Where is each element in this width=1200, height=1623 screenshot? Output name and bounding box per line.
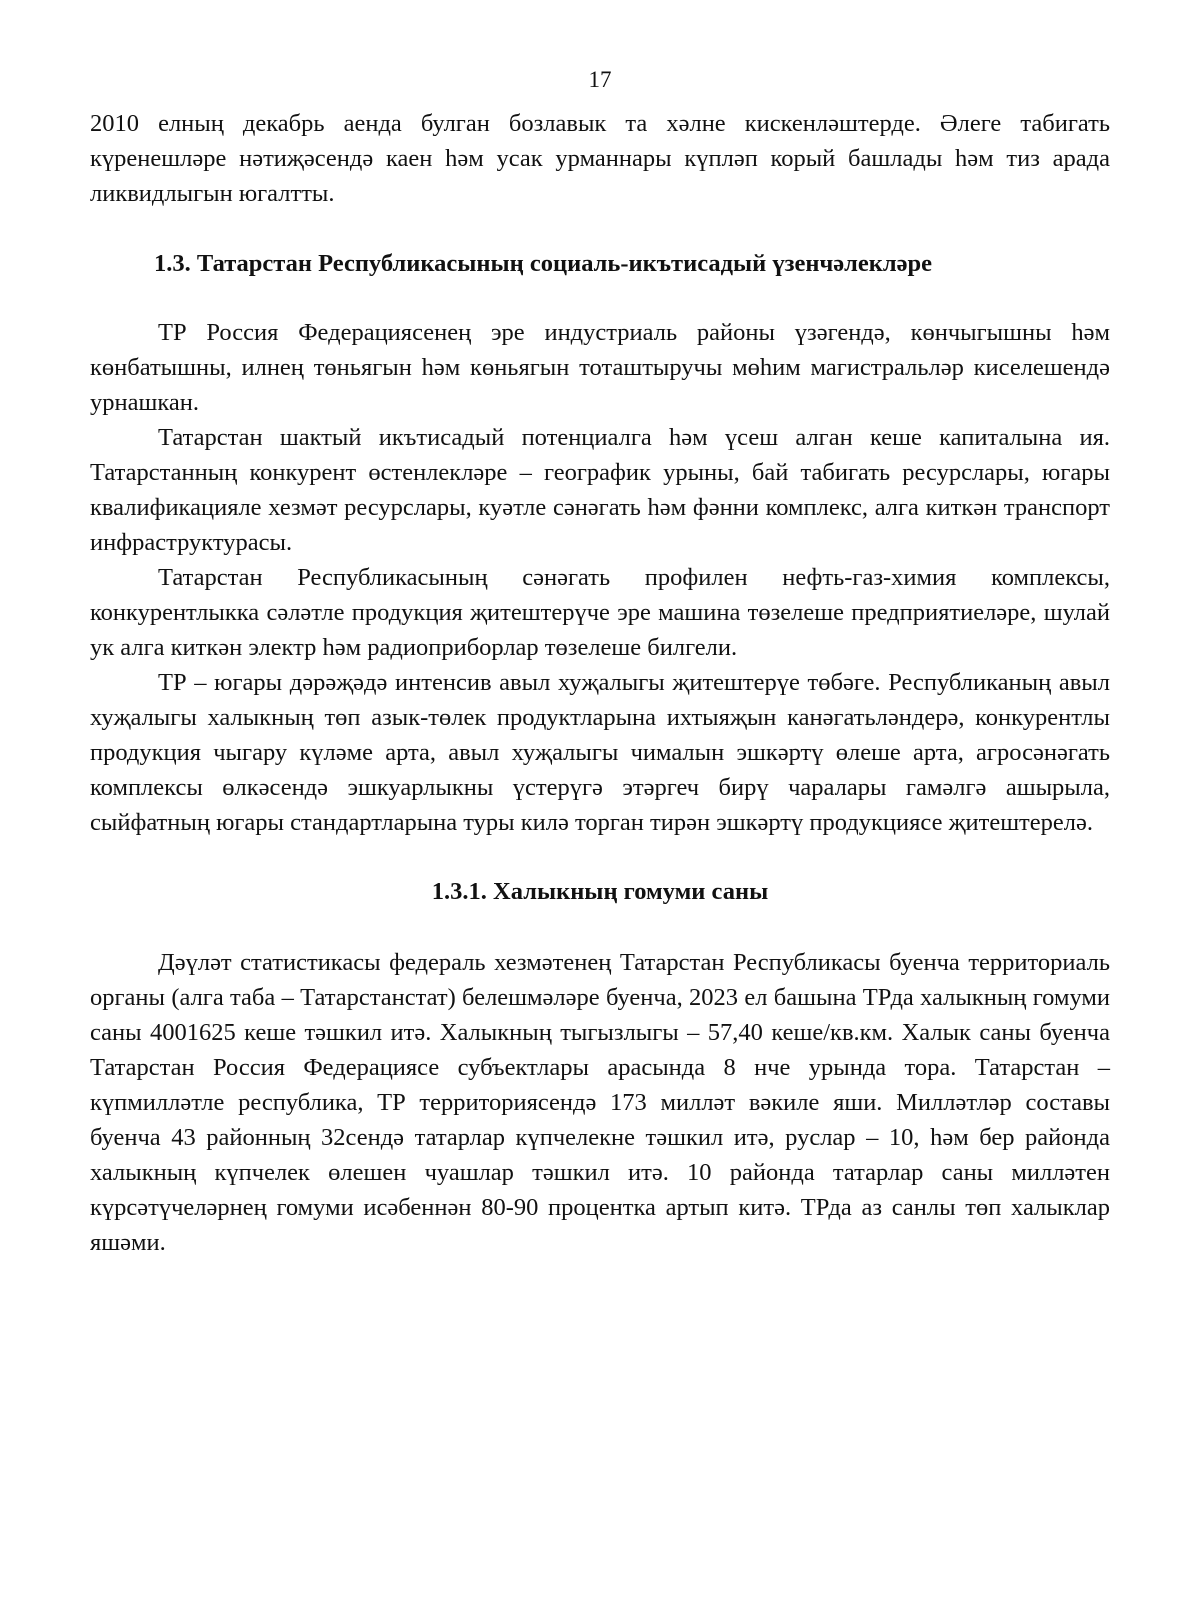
section-heading-1-3: 1.3. Татарстан Республикасының социаль-икътисадый үзенчәлекләре [154, 250, 933, 277]
page-number: 17 [588, 67, 612, 92]
section-heading-1-3-1: 1.3.1. Халыкның гомуми саны [431, 878, 769, 905]
paragraph-population: Дәүләт статистикасы федераль хезмәтенең Татарстан Республикасы буенча территориаль органы (алга таба – Татарстанстат) белешмәләре буенча, 2023 ел башына ТРда халыкның гомуми саны 4001625 кеше тәшкил итә. Халыкның тыгызлыгы – 57,40 кеше/кв.км. Халык саны буенча Татарстан Россия Федерациясе субъектлары арасында 8 нче урында тора. Татарстан – күпмилләтле республика, ТР территориясендә 173 милләт вәкиле яши. Милләтләр составы буенча 43 районның 32сендә татарлар күпчелекне тәшкил итә, руслар – 10, һәм бер районда халыкның күпчелек өлешен чуашлар тәшкил итә. 10 районда татарлар саны милләтен күрсәтүчеләрнең гомуми исәбеннән 80-90 процентка артып китә. ТРда аз санлы төп халыклар яшәми. [90, 949, 1110, 1256]
paragraph-potential: Татарстан шактый икътисадый потенциалга һәм үсеш алган кеше капиталына ия. Татарстанның конкурент өстенлекләре – географик урыны, бай табигать ресурслары, югары квалификацияле хезмәт ресурслары, куәтле сәнәгать һәм фәнни комплекс, алга киткән транспорт инфраструктурасы. [90, 424, 1110, 556]
paragraph-industry: Татарстан Республикасының сәнәгать профилен нефть-газ-химия комплексы, конкурентлыкка сәләтле продукция җитештерүче эре машина төзелеше предприятиеләре, шулай ук алга киткән электр һәм радиоприборлар төзелеше билгели. [90, 564, 1110, 661]
paragraph-location: ТР Россия Федерациясенең эре индустриаль районы үзәгендә, көнчыгышны һәм көнбатышны, илнең төньягын һәм көньягын тоташтыручы мөһим магистральләр киселешендә урнашкан. [90, 319, 1110, 416]
paragraph-agriculture: ТР – югары дәрәҗәдә интенсив авыл хуҗалыгы җитештерүе төбәге. Республиканың авыл хуҗалыгы халыкның төп азык-төлек продуктларына ихтыяҗын канәгатьләндерә, конкурентлы продукция чыгару күләме арта, авыл хуҗалыгы чималын эшкәртү өлеше арта, агросәнәгать комплексы өлкәсендә эшкуарлыкны үстерүгә этәргеч бирү чаралары гамәлгә ашырыла, сыйфатның югары стандартларына туры килә торган тирән эшкәртү продукциясе җитештерелә. [90, 669, 1110, 836]
paragraph-intro: 2010 елның декабрь аенда булган бозлавык та хәлне кискенләштерде. Әлеге табигать күренешләре нәтиҗәсендә каен һәм усак урманнары күпләп корый башлады һәм тиз арада ликвидлыгын югалтты. [90, 110, 1110, 207]
